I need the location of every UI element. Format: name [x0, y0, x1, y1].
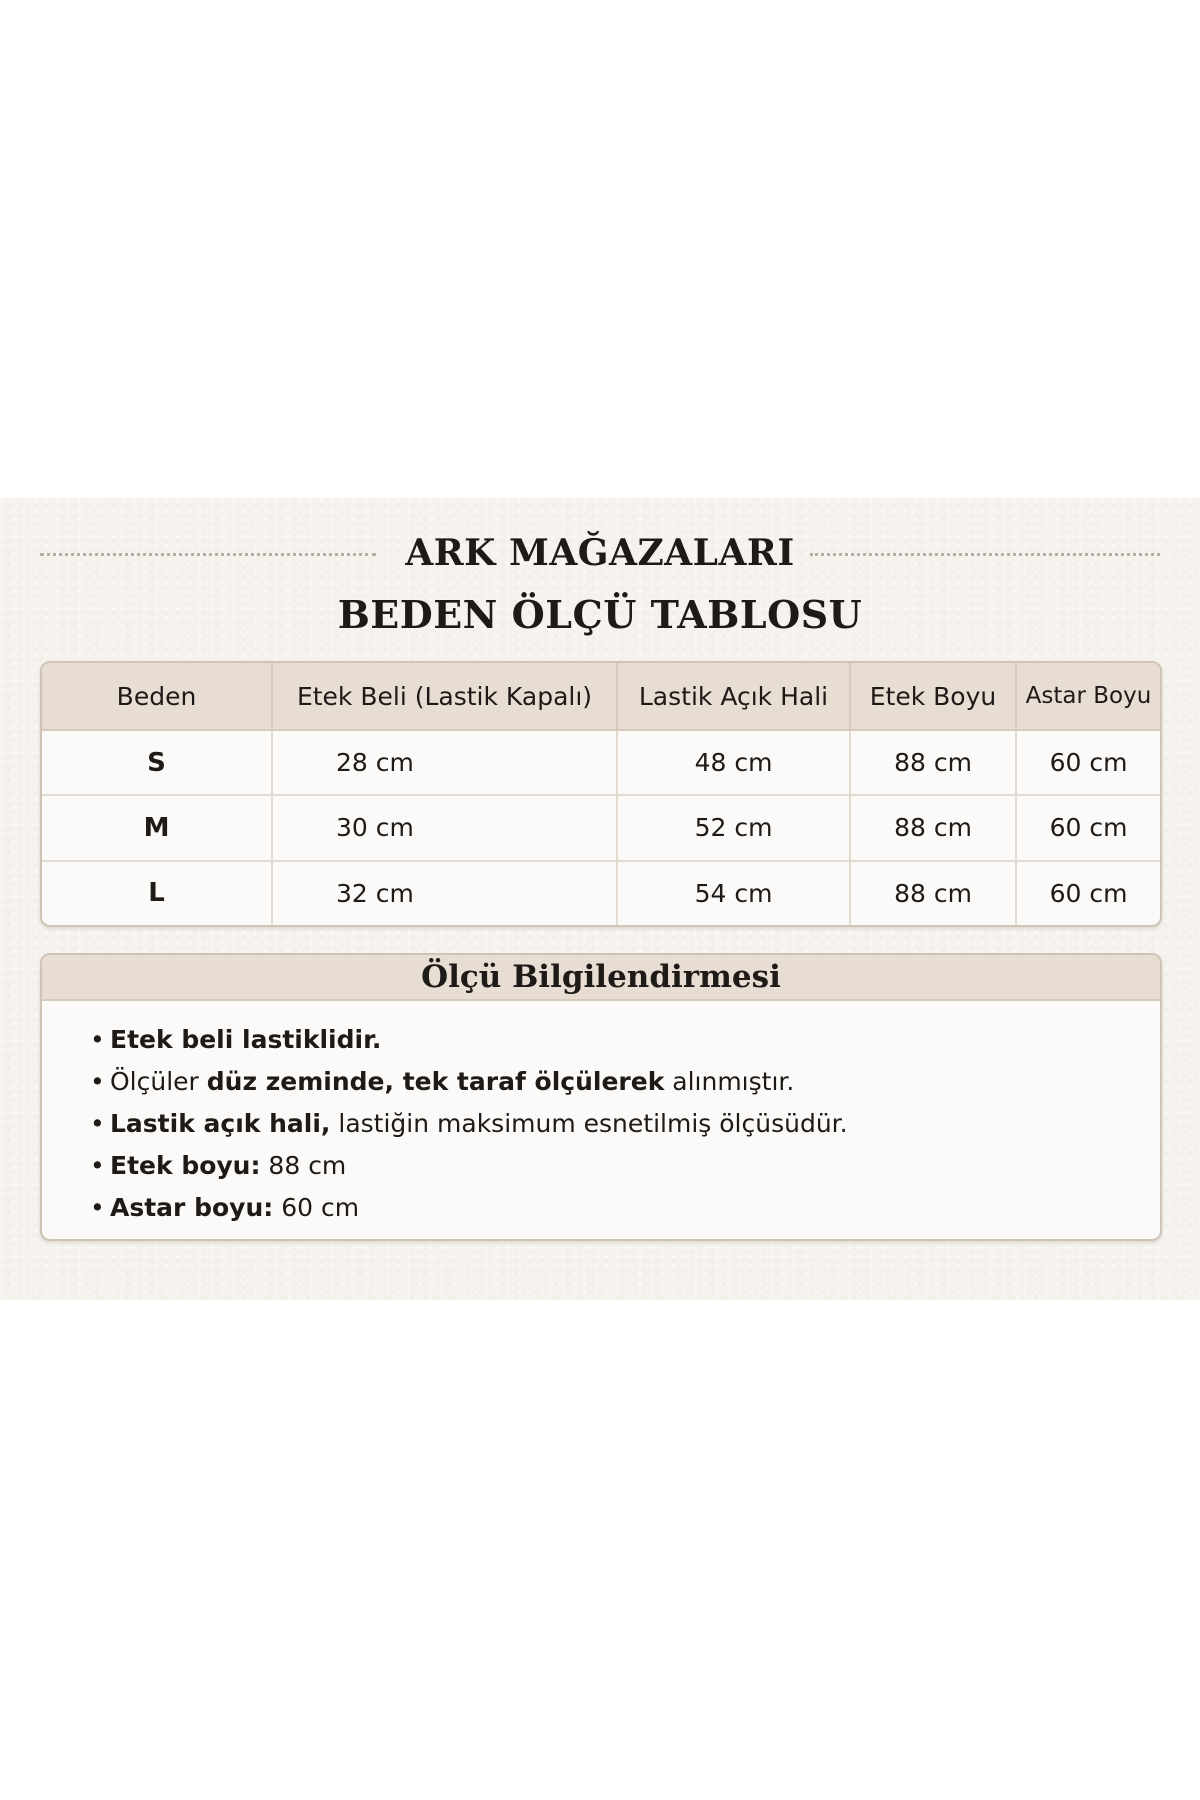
list-item	[90, 1145, 1160, 1187]
plain-text: lastiğin maksimum esnetilmiş ölçüsüdür.	[330, 1109, 848, 1138]
bold-text: Astar boyu:	[110, 1193, 274, 1222]
list-item	[90, 1187, 1160, 1229]
waist-cell: 28 cm	[272, 730, 617, 795]
elastic-open-cell: 54 cm	[617, 861, 850, 925]
table-row	[42, 861, 1160, 925]
size-table	[42, 663, 1160, 925]
skirt-length-cell: 88 cm	[850, 861, 1016, 925]
size-cell: L	[42, 861, 272, 925]
header-waist-closed: Etek Beli (Lastik Kapalı)	[272, 663, 617, 730]
skirt-length-cell: 88 cm	[850, 730, 1016, 795]
title-line-2-row	[0, 588, 1200, 640]
info-title: Ölçü Bilgilendirmesi	[421, 959, 781, 995]
bold-text: Etek boyu:	[110, 1151, 261, 1180]
waist-cell: 30 cm	[272, 795, 617, 860]
waist-cell: 32 cm	[272, 861, 617, 925]
skirt-length-cell: 88 cm	[850, 795, 1016, 860]
header-skirt-length: Etek Boyu	[850, 663, 1016, 730]
header-elastic-open: Lastik Açık Hali	[617, 663, 850, 730]
size-cell: M	[42, 795, 272, 860]
title-line-1-row	[0, 528, 1200, 578]
size-table-card	[40, 661, 1162, 927]
bold-text: Lastik açık hali,	[110, 1109, 331, 1138]
table-row	[42, 795, 1160, 860]
plain-text: Ölçüler	[110, 1067, 207, 1096]
header-lining-length: Astar Boyu	[1016, 663, 1160, 730]
info-header	[42, 955, 1160, 1001]
list-item	[90, 1061, 1160, 1103]
size-cell: S	[42, 730, 272, 795]
plain-text: 60 cm	[273, 1193, 360, 1222]
plain-text: alınmıştır.	[664, 1067, 795, 1096]
elastic-open-cell: 52 cm	[617, 795, 850, 860]
plain-text: 88 cm	[260, 1151, 347, 1180]
store-title: ARK MAĞAZALARI	[405, 532, 795, 574]
chart-title: BEDEN ÖLÇÜ TABLOSU	[337, 591, 863, 637]
bold-text: düz zeminde, tek taraf ölçülerek	[206, 1067, 665, 1096]
table-row	[42, 730, 1160, 795]
bold-text: Etek beli lastiklidir.	[110, 1025, 382, 1054]
header-size: Beden	[42, 663, 272, 730]
list-item	[90, 1103, 1160, 1145]
table-header-row	[42, 663, 1160, 730]
lining-length-cell: 60 cm	[1016, 795, 1160, 860]
elastic-open-cell: 48 cm	[617, 730, 850, 795]
info-list	[42, 1001, 1160, 1229]
lining-length-cell: 60 cm	[1016, 730, 1160, 795]
info-card	[40, 953, 1162, 1241]
lining-length-cell: 60 cm	[1049, 878, 1128, 908]
list-item	[90, 1019, 1160, 1061]
